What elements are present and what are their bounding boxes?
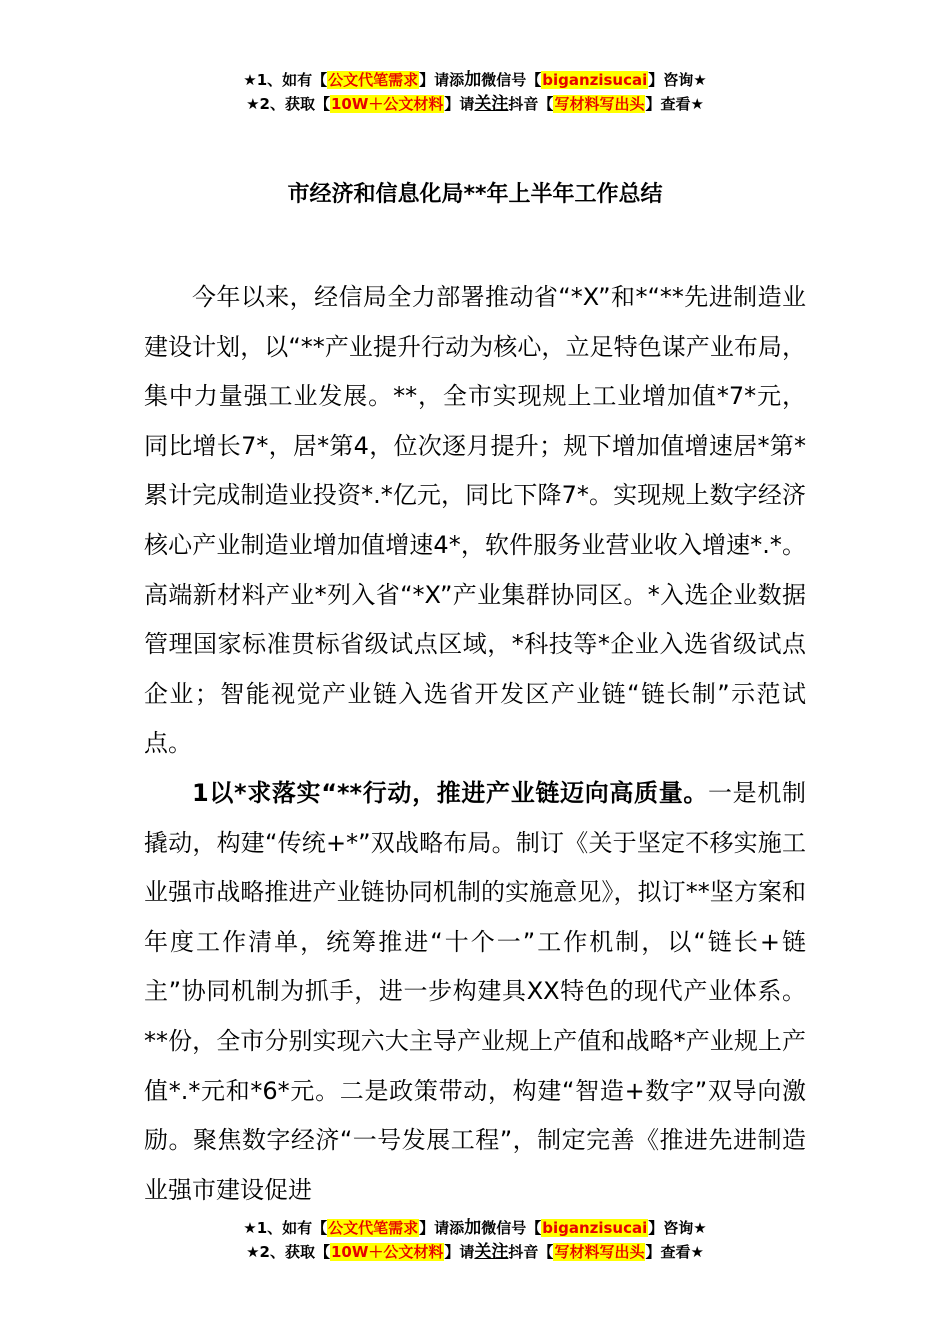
banner-text: 】请添 <box>419 71 465 89</box>
banner-highlight-materials: 10W＋公文材料 <box>330 95 444 113</box>
banner-line-2 <box>0 92 950 116</box>
header-banner <box>0 68 950 116</box>
banner-line-2 <box>0 1240 950 1264</box>
banner-highlight-douyin-id: 写材料写出头 <box>554 95 645 113</box>
banner-text: 】查看★ <box>645 95 704 113</box>
banner-text: 】请 <box>444 95 475 113</box>
banner-text: ★2、获取【 <box>246 1243 330 1261</box>
banner-text: 】咨询★ <box>648 1219 707 1237</box>
banner-highlight-wechat-id: biganzisucai <box>542 71 648 89</box>
banner-text: ★1、如有【 <box>243 1219 328 1237</box>
banner-line-1 <box>0 1216 950 1240</box>
banner-highlight-service: 公文代笔需求 <box>328 71 419 89</box>
banner-text: 关注 <box>474 94 509 114</box>
footer-banner <box>0 1216 950 1264</box>
banner-text: ★2、获取【 <box>246 95 330 113</box>
banner-highlight-wechat-id: biganzisucai <box>542 1219 648 1237</box>
banner-text: 】咨询★ <box>648 71 707 89</box>
banner-highlight-douyin-id: 写材料写出头 <box>554 1243 645 1261</box>
banner-text: 加 <box>464 70 482 90</box>
banner-text: 】请 <box>444 1243 475 1261</box>
banner-text: 微信号【 <box>481 1219 542 1237</box>
banner-text: 关注 <box>474 1242 509 1262</box>
document-body <box>144 273 806 1215</box>
banner-highlight-service: 公文代笔需求 <box>328 1219 419 1237</box>
banner-highlight-materials: 10W＋公文材料 <box>330 1243 444 1261</box>
document-title: 市经济和信息化局**年上半年工作总结 <box>287 182 663 207</box>
paragraph-section-1 <box>144 769 806 1215</box>
banner-text: ★1、如有【 <box>243 71 328 89</box>
section-heading: 1以*求落实“**行动，推进产业链迈向高质量。 <box>192 778 709 807</box>
banner-text: 】查看★ <box>645 1243 704 1261</box>
banner-text: 加 <box>464 1218 482 1238</box>
banner-text: 抖音【 <box>508 1243 554 1261</box>
banner-text: 】请添 <box>419 1219 465 1237</box>
banner-text: 抖音【 <box>508 95 554 113</box>
banner-line-1 <box>0 68 950 92</box>
banner-text: 微信号【 <box>481 71 542 89</box>
section-body: 一是机制撬动，构建“传统+*”双战略布局。制订《关于坚定不移实施工业强市战略推进产业链协同机制的实施意见》，拟订**坚方案和年度工作清单，统筹推进“十个一”工作机制，以“链长+链主”协同机制为抓手，进一步构建具XX特色的现代产业体系。**份，全市分别实现六大主导产业规上产值和战略*产业规上产值*.*元和*6*元。二是政策带动，构建“智造+数字”双导向激励。聚焦数字经济“一号发展工程”，制定完善《推进先进制造业强市建设促进 <box>144 778 806 1204</box>
paragraph-intro: 今年以来，经信局全力部署推动省“*X”和*“**先进制造业建设计划，以“**产业提升行动为核心，立足特色谋产业布局，集中力量强工业发展。**，全市实现规上工业增加值*7*元，同比增长7*，居*第4，位次逐月提升；规下增加值增速居*第*累计完成制造业投资*.*亿元，同比下降7*。实现规上数字经济核心产业制造业增加值增速4*，软件服务业营业收入增速*.*。高端新材料产业*列入省“*X”产业集群协同区。*入选企业数据管理国家标准贯标省级试点区域，*科技等*企业入选省级试点企业；智能视觉产业链入选省开发区产业链“链长制”示范试点。 <box>144 283 806 758</box>
